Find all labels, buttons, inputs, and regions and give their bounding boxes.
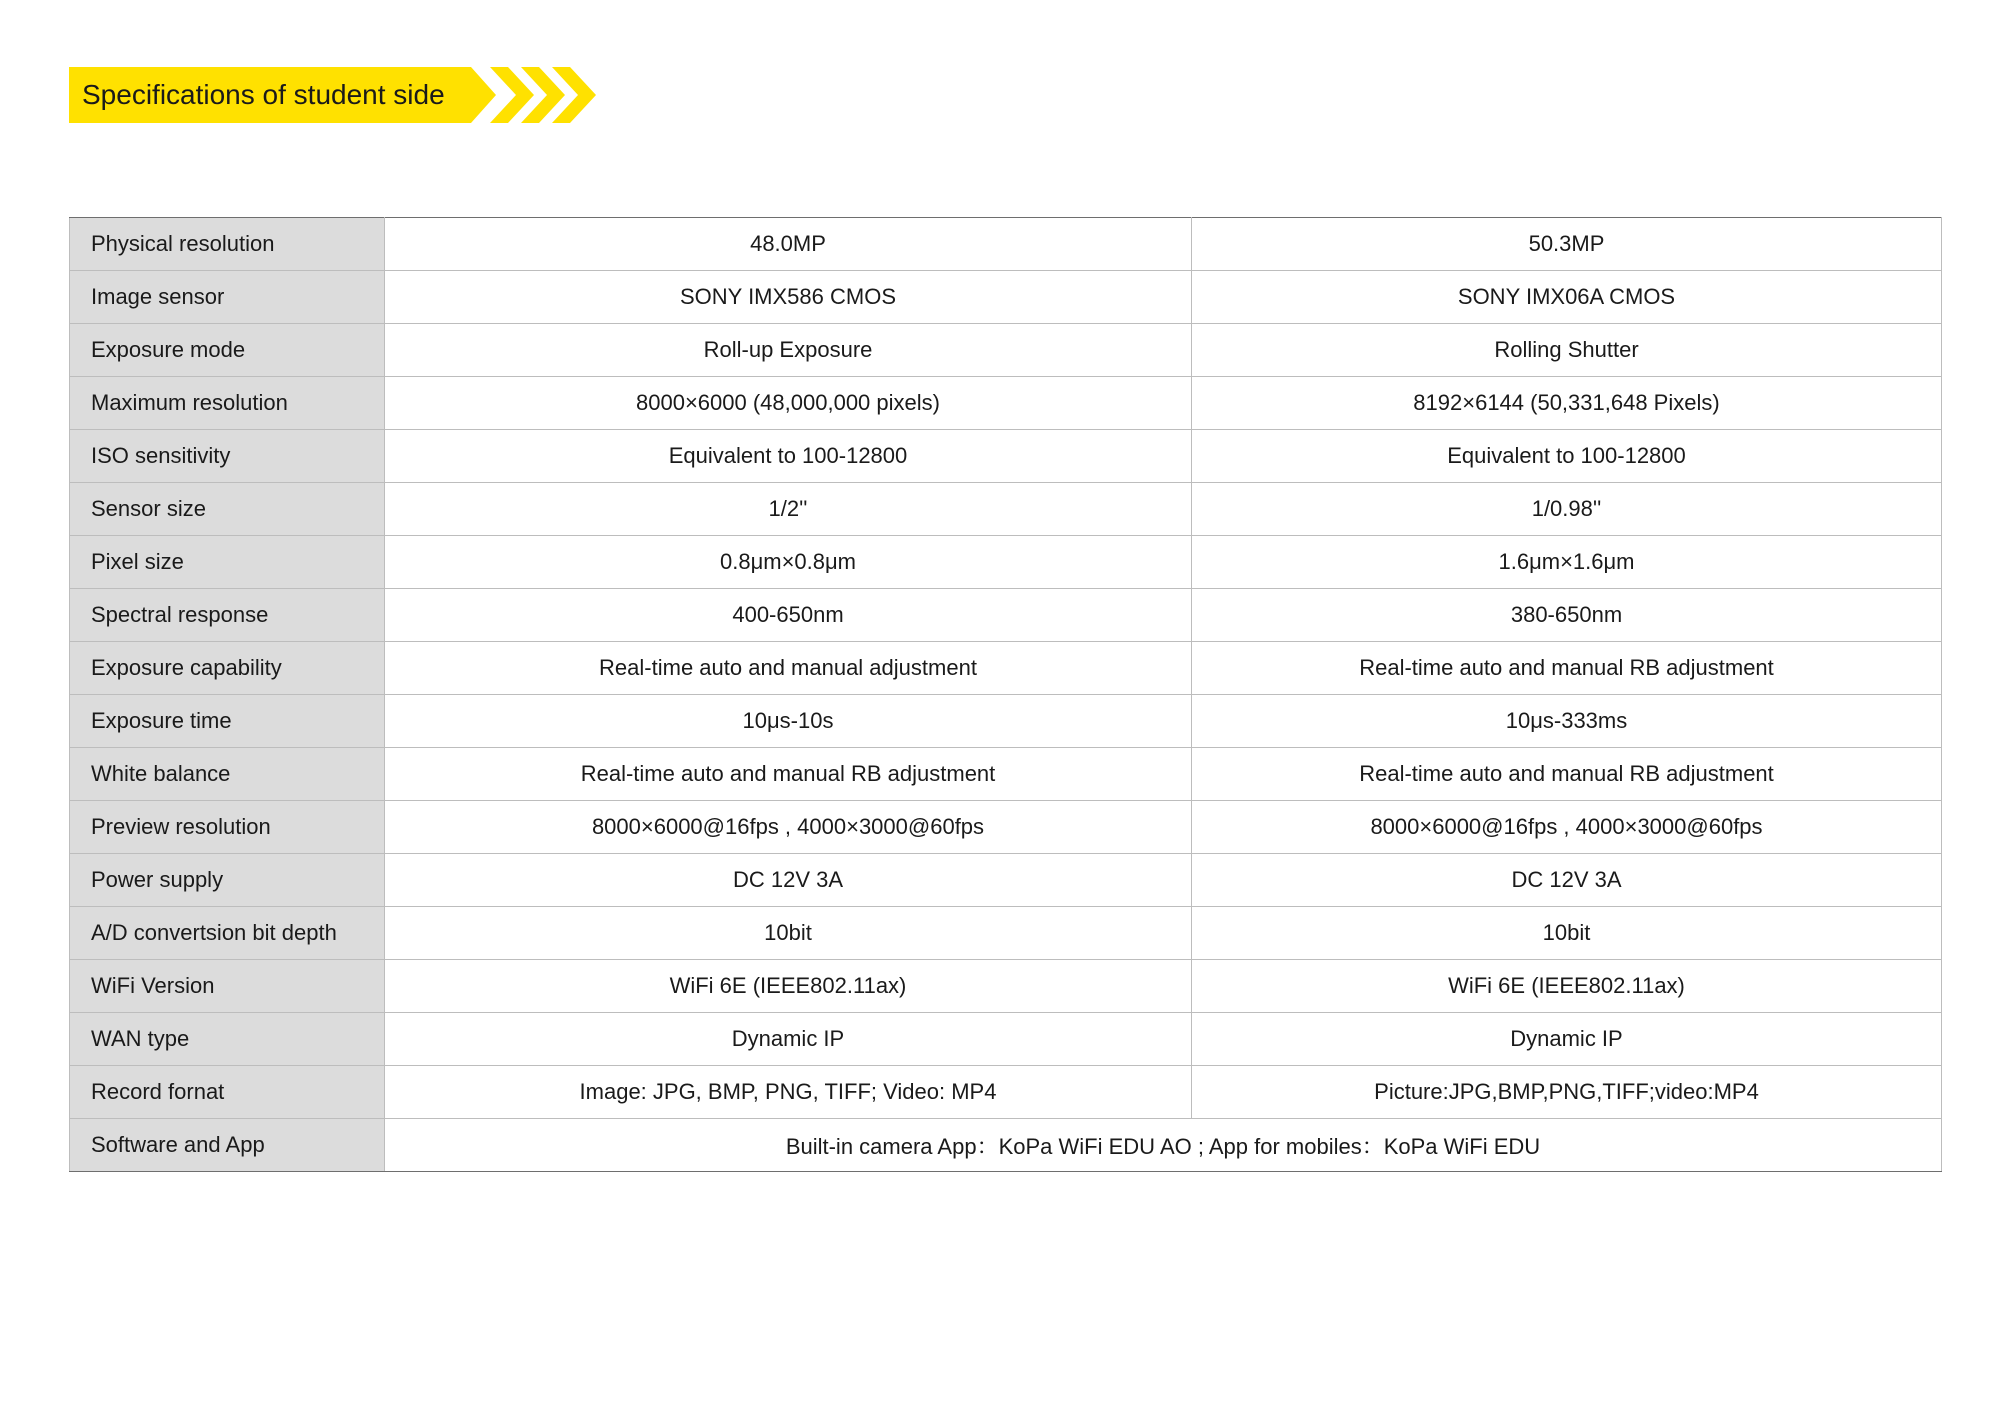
table-row: [70, 854, 1942, 907]
value-cell: WiFi 6E (IEEE802.11ax): [385, 960, 1192, 1013]
row-label: Spectral response: [70, 589, 385, 642]
table-row: [70, 218, 1942, 271]
value-cell: Picture:JPG,BMP,PNG,TIFF;video:MP4: [1192, 1066, 1942, 1119]
table-row: [70, 324, 1942, 377]
value-cell: Image: JPG, BMP, PNG, TIFF; Video: MP4: [385, 1066, 1192, 1119]
value-cell: WiFi 6E (IEEE802.11ax): [1192, 960, 1942, 1013]
value-cell: Dynamic IP: [385, 1013, 1192, 1066]
row-label: White balance: [70, 748, 385, 801]
table-row: [70, 1119, 1942, 1172]
table-row: [70, 1013, 1942, 1066]
table-row: [70, 430, 1942, 483]
table-row: [70, 642, 1942, 695]
table-row: [70, 1066, 1942, 1119]
value-cell: 1/0.98'': [1192, 483, 1942, 536]
value-cell: SONY IMX06A CMOS: [1192, 271, 1942, 324]
value-cell: Real-time auto and manual RB adjustment: [385, 748, 1192, 801]
value-cell: 10bit: [1192, 907, 1942, 960]
value-cell: 8192×6144 (50,331,648 Pixels): [1192, 377, 1942, 430]
value-cell: Roll-up Exposure: [385, 324, 1192, 377]
section-banner: [69, 67, 599, 123]
row-label: Sensor size: [70, 483, 385, 536]
table-row: [70, 907, 1942, 960]
table-row: [70, 748, 1942, 801]
row-label: Maximum resolution: [70, 377, 385, 430]
row-label: Power supply: [70, 854, 385, 907]
table-row: [70, 536, 1942, 589]
spec-table: [69, 217, 1942, 1172]
table-row: [70, 960, 1942, 1013]
value-cell: 10μs-333ms: [1192, 695, 1942, 748]
row-label: Preview resolution: [70, 801, 385, 854]
value-cell: Rolling Shutter: [1192, 324, 1942, 377]
table-row: [70, 377, 1942, 430]
value-cell: DC 12V 3A: [1192, 854, 1942, 907]
value-cell: 0.8μm×0.8μm: [385, 536, 1192, 589]
value-cell: 48.0MP: [385, 218, 1192, 271]
row-label: A/D convertsion bit depth: [70, 907, 385, 960]
row-label: Pixel size: [70, 536, 385, 589]
table-row: [70, 695, 1942, 748]
value-cell: 8000×6000@16fps , 4000×3000@60fps: [1192, 801, 1942, 854]
value-cell: Real-time auto and manual RB adjustment: [1192, 642, 1942, 695]
row-label: ISO sensitivity: [70, 430, 385, 483]
value-cell: 400-650nm: [385, 589, 1192, 642]
value-cell: 8000×6000@16fps , 4000×3000@60fps: [385, 801, 1192, 854]
row-label: Exposure time: [70, 695, 385, 748]
value-cell: Dynamic IP: [1192, 1013, 1942, 1066]
value-cell: Equivalent to 100-12800: [385, 430, 1192, 483]
table-row: [70, 801, 1942, 854]
value-cell: Equivalent to 100-12800: [1192, 430, 1942, 483]
value-cell: 10μs-10s: [385, 695, 1192, 748]
value-cell: 380-650nm: [1192, 589, 1942, 642]
table-row: [70, 271, 1942, 324]
row-label: Exposure capability: [70, 642, 385, 695]
row-label: WiFi Version: [70, 960, 385, 1013]
value-cell: 50.3MP: [1192, 218, 1942, 271]
row-label: Image sensor: [70, 271, 385, 324]
value-cell: 1/2'': [385, 483, 1192, 536]
value-cell: 1.6μm×1.6μm: [1192, 536, 1942, 589]
value-cell: 10bit: [385, 907, 1192, 960]
table-row: [70, 589, 1942, 642]
value-cell: Real-time auto and manual RB adjustment: [1192, 748, 1942, 801]
row-label: Record fornat: [70, 1066, 385, 1119]
section-title: Specifications of student side: [82, 79, 445, 110]
row-label: Physical resolution: [70, 218, 385, 271]
merged-value-cell: Built-in camera App：KoPa WiFi EDU AO ; App for mobiles：KoPa WiFi EDU: [385, 1119, 1942, 1172]
row-label: WAN type: [70, 1013, 385, 1066]
row-label: Exposure mode: [70, 324, 385, 377]
row-label: Software and App: [70, 1119, 385, 1172]
value-cell: SONY IMX586 CMOS: [385, 271, 1192, 324]
value-cell: Real-time auto and manual adjustment: [385, 642, 1192, 695]
value-cell: 8000×6000 (48,000,000 pixels): [385, 377, 1192, 430]
value-cell: DC 12V 3A: [385, 854, 1192, 907]
table-row: [70, 483, 1942, 536]
